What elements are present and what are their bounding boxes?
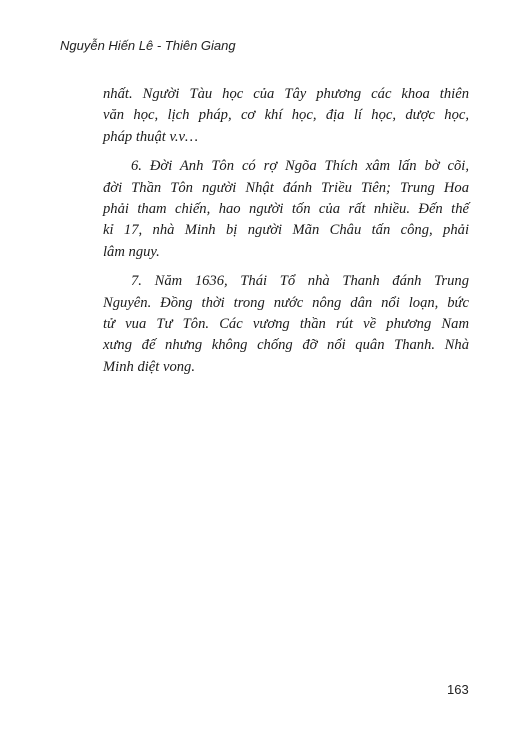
paragraph-note-6	[103, 156, 469, 263]
text-line: nhất. Người Tàu học của Tây phương các khoa thiên	[103, 86, 469, 102]
page-number: 163	[447, 682, 469, 697]
text-line: văn học, lịch pháp, cơ khí học, địa lí học, dược học,	[103, 107, 469, 124]
text-line: Minh diệt vong.	[103, 358, 196, 375]
running-header: Nguyễn Hiến Lê - Thiên Giang	[60, 38, 236, 53]
paragraph-continuation	[103, 84, 469, 148]
text-line: đời Thần Tôn người Nhật đánh Triều Tiên; Trung Hoa	[103, 179, 469, 196]
text-line: xưng đế nhưng không chống đỡ nổi quân Thanh. Nhà	[103, 337, 469, 354]
body-text	[103, 84, 469, 386]
text-line: tử vua Tư Tôn. Các vương thần rút về phương Nam	[103, 316, 469, 333]
paragraph-note-7	[103, 271, 469, 378]
text-line: 6. Đời Anh Tôn có rợ Ngõa Thích xâm lấn bờ cõi,	[131, 158, 469, 175]
text-line: kỉ 17, nhà Minh bị người Mãn Châu tấn công, phải	[103, 222, 469, 239]
text-line: 7. Năm 1636, Thái Tổ nhà Thanh đánh Trung	[131, 273, 469, 290]
text-line: pháp thuật v.v…	[103, 128, 198, 145]
text-line: phải tham chiến, hao người tốn của rất nhiều. Đến thế	[103, 201, 469, 218]
text-line: Nguyên. Đồng thời trong nước nông dân nổi loạn, bức	[103, 294, 469, 311]
text-line: lâm nguy.	[103, 243, 160, 260]
